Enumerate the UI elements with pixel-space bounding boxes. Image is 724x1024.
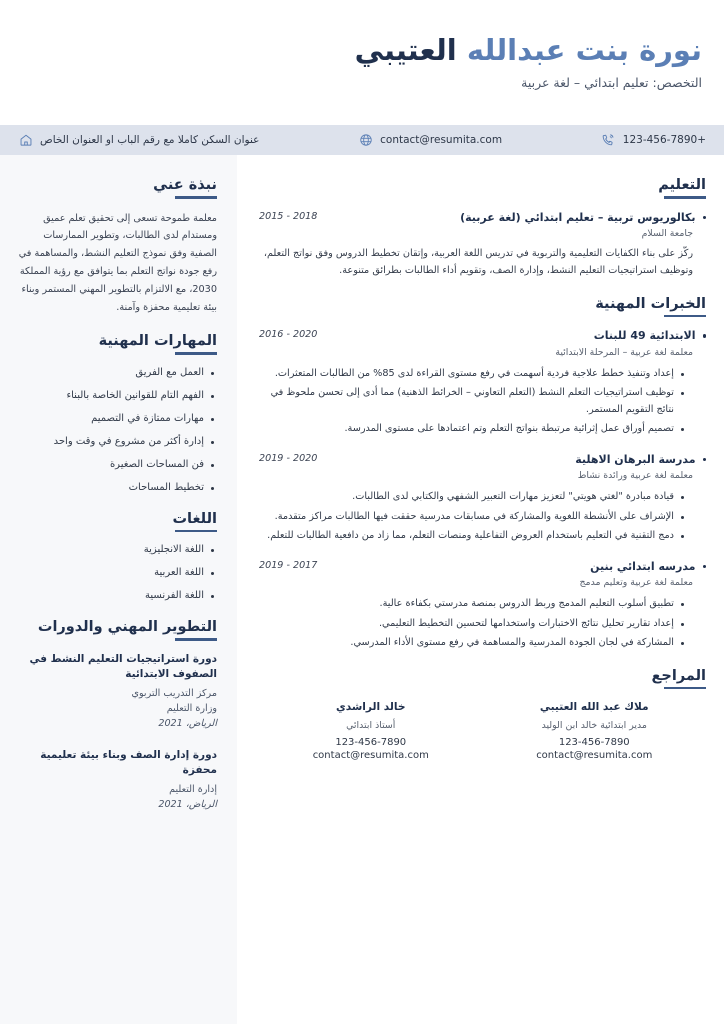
bullet-dot-icon (703, 334, 707, 338)
languages-heading: اللغات (172, 510, 217, 527)
list-item: تخطيط المساحات (18, 481, 217, 495)
experience-rule (664, 315, 706, 318)
course-location: الرياض، 2021 (158, 799, 217, 811)
section-references (259, 668, 706, 761)
education-entry-date: 2015 - 2018 (259, 210, 318, 222)
experience-entry-org: معلمة لغة عربية وتعليم مدمج (579, 577, 693, 589)
phone-icon (601, 133, 616, 148)
skills-rule (175, 352, 217, 355)
reference-phone[interactable]: 123-456-7890 (335, 737, 407, 749)
list-item: المشاركة في لجان الجودة المدرسية والمساهمة في رفع مستوى الأداء المدرسي. (259, 635, 706, 651)
education-heading: التعليم (658, 177, 706, 193)
contact-address[interactable] (18, 133, 259, 148)
course-org: وزارة التعليم (166, 702, 217, 714)
resume-header (0, 0, 724, 125)
contact-email-text: contact@resumita.com (380, 134, 503, 146)
education-entry-org: جامعة السلام (641, 227, 693, 239)
list-item: اللغة العربية (18, 566, 217, 580)
development-rule (175, 638, 217, 641)
section-experience (259, 296, 706, 652)
main-column (237, 155, 724, 1024)
reference-role: مدير ابتدائية خالد ابن الوليد (541, 720, 647, 732)
list-item: فن المساحات الصغيرة (18, 458, 217, 472)
education-rule (664, 196, 706, 199)
globe-icon (358, 133, 373, 148)
reference-item (259, 700, 483, 761)
experience-entry-date: 2016 - 2020 (259, 329, 318, 341)
about-text: معلمة طموحة تسعى إلى تحقيق تعلم عميق ومستدام لدى الطالبات، وتطوير الممارسات الصفية وفق نموذج التعليم النشط، والمساهمة في رفع جودة نواتج التعلم بما يتوافق مع رؤية المملكة 2030، مع الالتزام بالتطوير المهني المستمر وبناء بيئة تعليمية محفزة وآمنة. (18, 212, 217, 314)
experience-entry-org: معلمة لغة عربية – المرحلة الابتدائية (555, 346, 693, 358)
course-provider: إدارة التعليم (169, 784, 217, 796)
list-item: توظيف استراتيجيات التعلم النشط (التعلم التعاوني – الخرائط الذهنية) مما أدى إلى تحسن ملحوظ في نتائج التقويم المستمر. (259, 385, 706, 418)
resume-body (0, 155, 724, 1024)
list-item: مهارات ممتازة في التصميم (18, 412, 217, 426)
section-skills (18, 333, 217, 495)
reference-role: أستاذ ابتدائي (346, 720, 396, 732)
candidate-name-first: نورة بنت عبدالله (466, 32, 702, 67)
home-icon (18, 133, 33, 148)
course-location: الرياض، 2021 (158, 717, 217, 729)
section-education (259, 177, 706, 280)
references-list (259, 700, 706, 761)
bullet-dot-icon (703, 458, 707, 462)
list-item: دمج التقنية في التعليم باستخدام العروض التفاعلية ومنصات التعلم، مما زاد من دافعية الطالبات للتعلم. (259, 528, 706, 544)
list-item: قيادة مبادرة "لغتي هويتي" لتعزيز مهارات التعبير الشفهي والكتابي لدى الطالبات. (259, 489, 706, 505)
languages-rule (175, 530, 217, 533)
course-item (18, 748, 217, 813)
bullet-dot-icon (703, 216, 707, 220)
course-provider: مركز التدريب التربوي (131, 688, 217, 700)
education-entry (259, 210, 706, 280)
sidebar (0, 155, 237, 1024)
experience-entry-title: مدرسة البرهان الاهلية (575, 452, 696, 466)
about-heading: نبذة عني (153, 177, 217, 193)
skills-heading: المهارات المهنية (98, 333, 217, 350)
references-heading: المراجع (651, 667, 706, 684)
education-entry-desc: ركّز على بناء الكفايات التعليمية والتربوية في تدريس اللغة العربية، وإتقان تخطيط الدروس وفق نواتج التعلم، وتوظيف استراتيجيات التعليم النشط، وإدارة الصف، وتقويم أداء الطالبات بطرائق متنوعة. (263, 248, 693, 276)
experience-entry (259, 452, 706, 545)
skills-list (18, 366, 217, 495)
experience-entry-date: 2019 - 2020 (259, 452, 318, 464)
contact-phone-text: +123-456-7890 (622, 134, 706, 146)
experience-entry-bullets (259, 366, 706, 438)
course-item (18, 652, 217, 732)
section-about (18, 177, 217, 317)
candidate-subtitle: التخصص: تعليم ابتدائي – لغة عربية (521, 75, 702, 91)
list-item: اللغة الانجليزية (18, 543, 217, 557)
experience-entry-date: 2019 - 2017 (259, 559, 318, 571)
reference-name: ملاك عبد الله العتيبي (539, 701, 649, 714)
reference-email[interactable]: contact@resumita.com (536, 750, 653, 762)
list-item: إعداد تقارير تحليل نتائج الاختبارات واستخدامها لتحسين التخطيط التعليمي. (259, 616, 706, 632)
reference-name: خالد الراشدي (336, 701, 406, 714)
list-item: الإشراف على الأنشطة اللغوية والمشاركة في مسابقات مدرسية حققت فيها الطالبات مراكز متقدمة. (259, 509, 706, 525)
candidate-name-last: العتيبي (354, 32, 457, 67)
education-entry-title: بكالوريوس تربية – تعليم ابتدائي (لغة عربية) (460, 210, 696, 224)
education-entry-head (259, 210, 706, 225)
experience-entry-title: مدرسه ابتدائي بنين (590, 559, 696, 573)
development-heading: التطوير المهني والدورات (37, 619, 217, 636)
candidate-name (0, 32, 702, 67)
reference-phone[interactable]: 123-456-7890 (558, 737, 630, 749)
reference-email[interactable]: contact@resumita.com (312, 750, 429, 762)
bullet-dot-icon (703, 565, 707, 569)
contact-address-text: عنوان السكن كاملا مع رقم الباب او العنوان الخاص (40, 134, 260, 146)
contact-phone[interactable] (601, 133, 706, 148)
list-item: اللغة الفرنسية (18, 589, 217, 603)
experience-entry (259, 559, 706, 652)
contact-email[interactable] (358, 133, 502, 148)
list-item: العمل مع الفريق (18, 366, 217, 380)
contact-bar (0, 125, 724, 155)
experience-heading: الخبرات المهنية (595, 295, 706, 312)
experience-entry-bullets (259, 596, 706, 651)
languages-list (18, 543, 217, 603)
about-rule (175, 196, 217, 199)
experience-entry-title: الابتدائية 49 للبنات (593, 329, 696, 343)
reference-item (483, 700, 707, 761)
list-item: إدارة أكثر من مشروع في وقت واحد (18, 435, 217, 449)
section-languages (18, 511, 217, 604)
course-title: دورة استراتيجيات التعليم النشط في الصفوف الابتدائية (29, 652, 217, 681)
list-item: تطبيق أسلوب التعليم المدمج وربط الدروس بمنصة مدرستي بكفاءة عالية. (259, 596, 706, 612)
experience-entry-org: معلمة لغة عربية ورائدة نشاط (577, 470, 693, 482)
list-item: إعداد وتنفيذ خطط علاجية فردية أسهمت في رفع مستوى القراءة لدى 85% من الطالبات المتعثرات. (259, 366, 706, 382)
experience-entry-bullets (259, 489, 706, 544)
list-item: الفهم التام للقوانين الخاصة بالبناء (18, 389, 217, 403)
course-title: دورة إدارة الصف وبناء بيئة تعليمية محفزة (40, 748, 217, 777)
references-rule (664, 687, 706, 690)
section-development (18, 619, 217, 813)
experience-entry (259, 328, 706, 437)
list-item: تصميم أوراق عمل إثرائية مرتبطة بنواتج التعلم وتم اعتمادها على مستوى المدرسة. (259, 421, 706, 437)
